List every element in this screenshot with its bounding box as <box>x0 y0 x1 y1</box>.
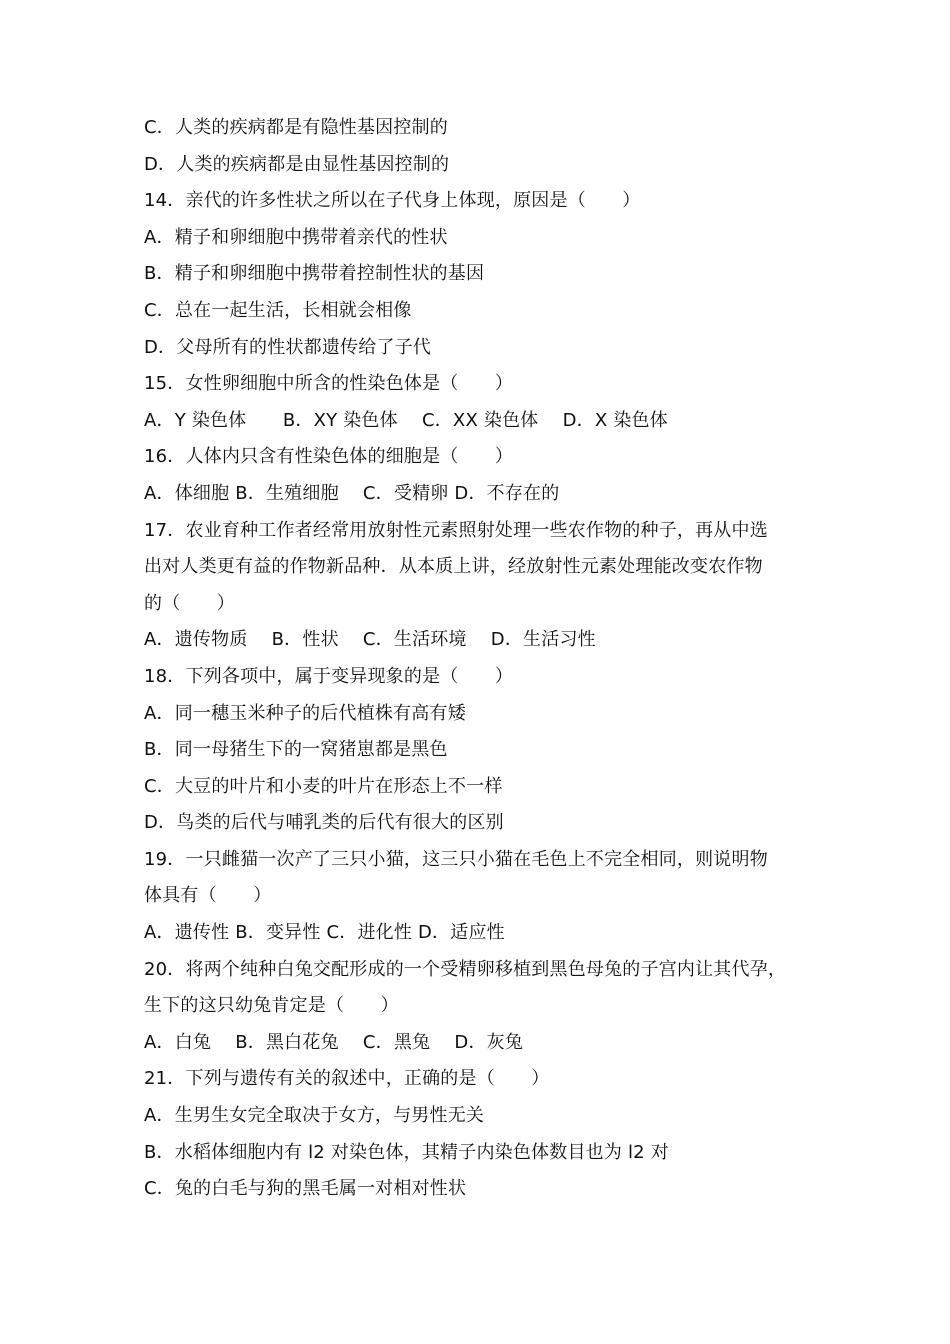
options-19: A．遗传性 B．变异性 C．进化性 D．适应性 <box>144 922 505 944</box>
option-14-b: B．精子和卵细胞中携带着控制性状的基因 <box>144 263 485 285</box>
question-17-line-1: 17．农业育种工作者经常用放射性元素照射处理一些农作物的种子，再从中选 <box>144 519 768 541</box>
option-14-d: D．父母所有的性状都遗传给了子代 <box>144 336 432 358</box>
question-19-line-2: 体具有（ ） <box>144 885 272 907</box>
question-14: 14．亲代的许多性状之所以在子代身上体现，原因是（ ） <box>144 190 641 212</box>
option-18-c: C．大豆的叶片和小麦的叶片在形态上不一样 <box>144 775 503 797</box>
question-21: 21．下列与遗传有关的叙述中，正确的是（ ） <box>144 1068 550 1090</box>
options-15: A．Y 染色体 B．XY 染色体 C．XX 染色体 D．X 染色体 <box>144 409 668 431</box>
question-18: 18．下列各项中，属于变异现象的是（ ） <box>144 665 514 687</box>
option-13-c: C．人类的疾病都是有隐性基因控制的 <box>144 117 448 138</box>
question-15: 15．女性卵细胞中所含的性染色体是（ ） <box>144 373 514 395</box>
options-17: A．遗传物质 B．性状 C．生活环境 D．生活习性 <box>144 629 596 651</box>
question-17-line-2: 出对人类更有益的作物新品种．从本质上讲，经放射性元素处理能改变农作物 <box>144 556 763 578</box>
option-21-c: C．兔的白毛与狗的黑毛属一对相对性状 <box>144 1178 467 1200</box>
question-20-line-2: 生下的这只幼兔肯定是（ ） <box>144 995 399 1017</box>
option-18-a: A．同一穗玉米种子的后代植株有高有矮 <box>144 702 466 724</box>
option-14-c: C．总在一起生活，长相就会相像 <box>144 299 412 321</box>
option-18-b: B．同一母猪生下的一窝猪崽都是黑色 <box>144 739 448 761</box>
option-21-b: B．水稻体细胞内有 l2 对染色体，其精子内染色体数目也为 l2 对 <box>144 1141 669 1163</box>
question-text-block <box>144 110 824 1208</box>
option-14-a: A．精子和卵细胞中携带着亲代的性状 <box>144 226 448 248</box>
option-18-d: D．鸟类的后代与哺乳类的后代有很大的区别 <box>144 812 504 834</box>
options-20: A．白兔 B．黑白花兔 C．黑兔 D．灰兔 <box>144 1031 524 1053</box>
options-16: A．体细胞 B．生殖细胞 C．受精卵 D．不存在的 <box>144 482 560 504</box>
question-16: 16．人体内只含有性染色体的细胞是（ ） <box>144 446 514 468</box>
option-21-a: A．生男生女完全取决于女方，与男性无关 <box>144 1105 485 1127</box>
question-17-line-3: 的（ ） <box>144 592 235 614</box>
question-20-line-1: 20．将两个纯种白兔交配形成的一个受精卵移植到黑色母兔的子宫内让其代孕， <box>144 958 787 980</box>
option-13-d: D．人类的疾病都是由显性基因控制的 <box>144 153 450 175</box>
question-19-line-1: 19．一只雌猫一次产了三只小猫，这三只小猫在毛色上不完全相同，则说明物 <box>144 848 768 870</box>
